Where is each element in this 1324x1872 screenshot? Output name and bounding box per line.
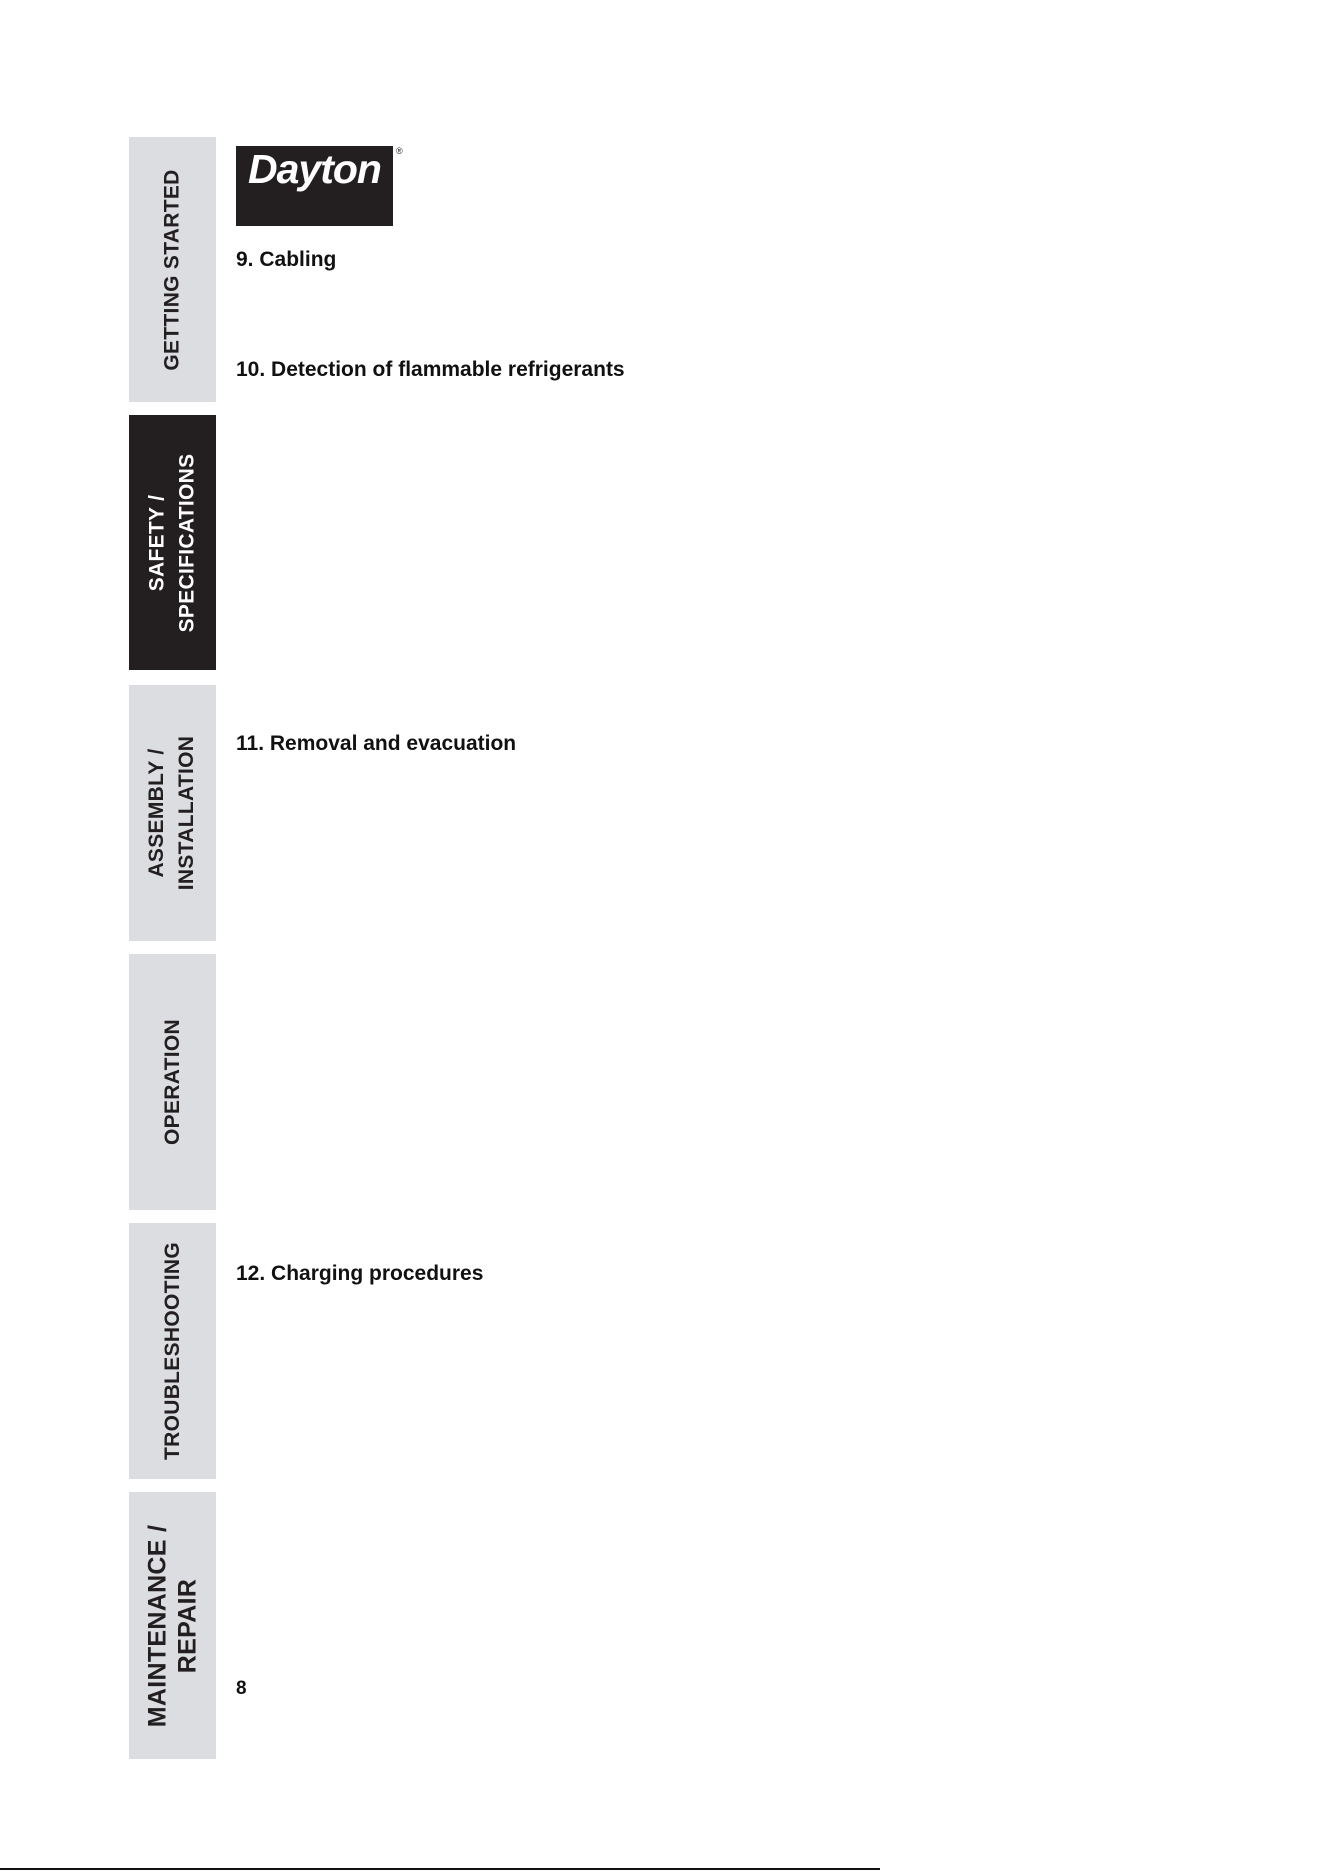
heading-removal: 11. Removal and evacuation: [236, 732, 517, 755]
tab-label-line: OPERATION: [160, 1019, 184, 1145]
tab-safety-specifications[interactable]: [129, 415, 216, 670]
tab-operation-label: [158, 1019, 188, 1145]
tab-assembly-installation-label: [143, 736, 203, 890]
heading-detection: 10. Detection of flammable refrigerants: [236, 358, 625, 381]
tab-label-line: ASSEMBLY /: [145, 748, 169, 878]
tab-getting-started-label: [158, 169, 188, 370]
registered-mark: ®: [396, 146, 403, 156]
tab-safety-specifications-label: [143, 453, 203, 632]
logo-text: Dayton: [248, 146, 381, 192]
tab-troubleshooting-label: [158, 1242, 188, 1460]
bottom-rule: [0, 1868, 880, 1870]
tab-label-line: MAINTENANCE /: [143, 1524, 172, 1727]
heading-cabling: 9. Cabling: [236, 248, 337, 271]
tab-label-line: SPECIFICATIONS: [175, 453, 199, 632]
tab-maintenance-repair[interactable]: [129, 1492, 216, 1759]
tab-label-line: GETTING STARTED: [160, 168, 184, 371]
tab-maintenance-repair-label: [143, 1524, 203, 1727]
dayton-logo: [236, 146, 393, 226]
tab-getting-started[interactable]: [129, 137, 216, 402]
tab-label-line: REPAIR: [173, 1578, 202, 1673]
tab-assembly-installation[interactable]: [129, 685, 216, 941]
tab-operation[interactable]: [129, 954, 216, 1210]
page-number: 8: [236, 1678, 247, 1699]
tab-label-line: INSTALLATION: [175, 735, 199, 891]
tab-label-line: SAFETY /: [145, 494, 169, 591]
tab-label-line: TROUBLESHOOTING: [160, 1242, 184, 1460]
tab-troubleshooting[interactable]: [129, 1223, 216, 1479]
heading-charging: 12. Charging procedures: [236, 1262, 484, 1285]
